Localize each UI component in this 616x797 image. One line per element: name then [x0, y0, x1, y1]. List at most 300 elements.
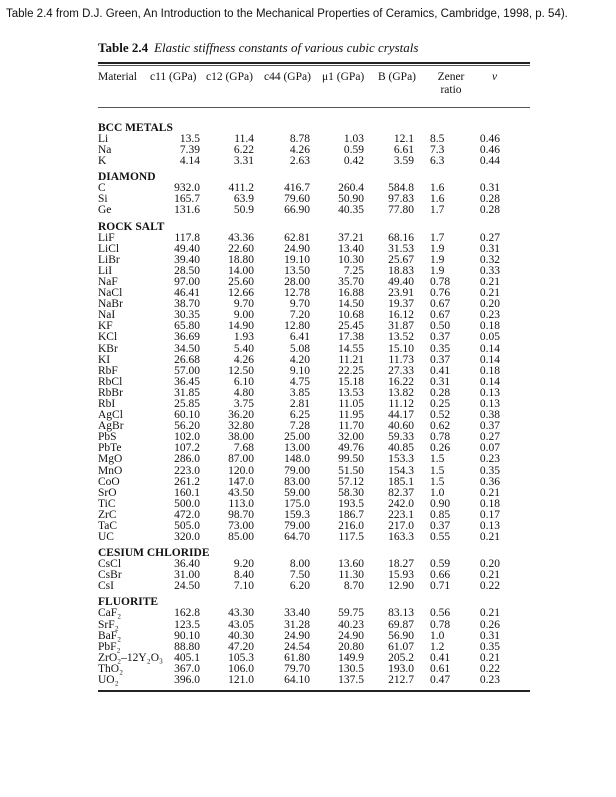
cell-c12: 4.80: [233, 386, 254, 399]
table-row: [98, 145, 530, 156]
cell-c44: 4.75: [289, 375, 310, 388]
cell-c12: 121.0: [228, 674, 254, 687]
table-row: [98, 608, 530, 619]
cell-material: MgO: [98, 453, 123, 466]
table-row: [98, 244, 530, 255]
cell-b: 12.90: [388, 580, 414, 593]
cell-mu1: 50.90: [338, 193, 364, 206]
section-heading: DIAMOND: [98, 171, 156, 184]
cell-zener: 0.37: [430, 331, 451, 344]
cell-b: 185.1: [388, 475, 414, 488]
table-row: [98, 388, 530, 399]
cell-c12: 3.75: [233, 397, 254, 410]
cell-c12: 22.60: [228, 242, 254, 255]
cell-nu: 0.14: [479, 353, 500, 366]
cell-material: KCl: [98, 331, 118, 344]
cell-b: 31.53: [388, 242, 414, 255]
cell-c12: 98.70: [228, 508, 254, 521]
cell-zener: 0.37: [430, 353, 451, 366]
header-c44: c44 (GPa): [264, 71, 311, 83]
table-row: [98, 488, 530, 499]
cell-b: 223.1: [388, 508, 414, 521]
cell-nu: 0.21: [479, 607, 500, 620]
cell-mu1: 24.90: [338, 629, 364, 642]
cell-c12: 11.4: [234, 133, 254, 145]
cell-zener: 1.9: [430, 242, 445, 255]
cell-c44: 13.00: [284, 442, 310, 455]
cell-c11: 505.0: [174, 520, 200, 532]
cell-b: 13.52: [388, 331, 414, 344]
table-title-text: Elastic stiffness constants of various cubic crystals: [154, 40, 419, 55]
cell-c11: 261.2: [174, 475, 200, 488]
cell-c12: 43.05: [228, 618, 254, 631]
cell-mu1: 15.18: [338, 375, 364, 388]
cell-c11: 396.0: [174, 674, 200, 687]
cell-nu: 0.13: [479, 397, 500, 410]
cell-mu1: 10.30: [338, 253, 364, 266]
cell-c44: 79.60: [284, 193, 310, 206]
cell-nu: 0.38: [479, 409, 500, 422]
cell-material: PbF₂: [98, 640, 121, 653]
cell-b: 61.07: [388, 640, 414, 653]
cell-c12: 18.80: [228, 253, 254, 266]
cell-c12: 8.40: [233, 569, 254, 582]
cell-c44: 6.25: [289, 409, 310, 422]
cell-c12: 6.22: [233, 144, 254, 157]
cell-c11: 102.0: [174, 431, 200, 444]
cell-c44: 8.00: [289, 558, 310, 571]
cell-material: C: [98, 182, 106, 195]
cell-zener: 6.3: [430, 155, 445, 168]
cell-c11: 90.10: [174, 629, 200, 642]
cell-zener: 1.0: [430, 486, 445, 499]
cell-mu1: 8.70: [343, 580, 364, 593]
cell-c12: 87.00: [228, 453, 254, 466]
table-row: [98, 477, 530, 488]
cell-c11: 88.80: [174, 640, 200, 653]
cell-mu1: 117.5: [338, 531, 364, 544]
cell-c12: 43.36: [228, 231, 254, 244]
cell-nu: 0.18: [479, 497, 500, 510]
cell-c12: 120.0: [228, 464, 254, 477]
header-rule: [98, 107, 530, 108]
table-row: [98, 421, 530, 432]
cell-material: ZrC: [98, 508, 117, 521]
cell-b: 154.3: [388, 464, 414, 477]
cell-zener: 1.9: [430, 253, 445, 266]
cell-mu1: 37.21: [338, 231, 364, 244]
cell-zener: 0.47: [430, 674, 451, 687]
cell-zener: 1.5: [430, 464, 445, 477]
cell-c44: 25.00: [284, 431, 310, 444]
cell-c11: 24.50: [174, 580, 200, 593]
cell-c11: 25.85: [174, 397, 200, 410]
cell-zener: 1.2: [430, 640, 445, 653]
cell-c44: 175.0: [284, 497, 310, 510]
cell-c44: 8.78: [289, 133, 310, 145]
table-row: [98, 233, 530, 244]
cell-c12: 63.9: [233, 193, 254, 206]
cell-zener: 0.76: [430, 287, 451, 300]
cell-c11: 107.2: [174, 442, 200, 455]
cell-mu1: 11.70: [338, 420, 364, 433]
cell-material: RbI: [98, 397, 116, 410]
cell-zener: 0.41: [430, 651, 451, 664]
cell-b: 18.83: [388, 264, 414, 277]
cell-mu1: 99.50: [338, 453, 364, 466]
table-row: [98, 205, 530, 216]
table-row: [98, 321, 530, 332]
cell-c11: 160.1: [174, 486, 200, 499]
cell-mu1: 13.53: [338, 386, 364, 399]
cell-c12: 147.0: [228, 475, 254, 488]
cell-b: 56.90: [388, 629, 414, 642]
cell-material: PbS: [98, 431, 117, 444]
cell-c44: 416.7: [284, 182, 310, 195]
cell-c11: 30.35: [174, 309, 200, 322]
table-row: [98, 344, 530, 355]
cell-b: 49.40: [388, 275, 414, 288]
table-row: [98, 466, 530, 477]
cell-c44: 12.78: [284, 287, 310, 300]
cell-nu: 0.21: [479, 486, 500, 499]
cell-material: CsBr: [98, 569, 122, 582]
table-row: [98, 570, 530, 581]
cell-c11: 60.10: [174, 409, 200, 422]
section-heading: FLUORITE: [98, 596, 159, 609]
cell-nu: 0.33: [479, 264, 500, 277]
cell-b: 59.33: [388, 431, 414, 444]
cell-nu: 0.26: [479, 618, 500, 631]
cell-nu: 0.27: [479, 231, 500, 244]
table-row: [98, 255, 530, 266]
cell-c44: 79.00: [284, 464, 310, 477]
cell-c11: 13.5: [179, 133, 200, 145]
cell-zener: 1.7: [430, 204, 445, 217]
cell-material: LiI: [98, 264, 113, 277]
cell-b: 25.67: [388, 253, 414, 266]
cell-c12: 38.00: [228, 431, 254, 444]
table-sheet: [98, 40, 530, 692]
cell-mu1: 59.75: [338, 607, 364, 620]
cell-nu: 0.22: [479, 580, 500, 593]
cell-c12: 36.20: [228, 409, 254, 422]
cell-zener: 7.3: [430, 144, 445, 157]
cell-c12: 4.26: [233, 353, 254, 366]
table-row: [98, 156, 530, 167]
cell-b: 153.3: [388, 453, 414, 466]
cell-c11: 31.85: [174, 386, 200, 399]
cell-c11: 405.1: [174, 651, 200, 664]
cell-mu1: 0.59: [343, 144, 364, 157]
cell-material: ThO₂: [98, 662, 124, 675]
cell-material: TaC: [98, 520, 117, 532]
cell-material: UC: [98, 531, 114, 544]
cell-c12: 9.20: [233, 558, 254, 571]
cell-zener: 0.66: [430, 569, 451, 582]
cell-c44: 12.80: [284, 320, 310, 333]
cell-c11: 57.00: [174, 364, 200, 377]
cell-mu1: 25.45: [338, 320, 364, 333]
cell-c12: 50.9: [233, 204, 254, 217]
cell-material: AgBr: [98, 420, 124, 433]
cell-b: 11.73: [388, 353, 414, 366]
cell-b: 19.37: [388, 298, 414, 311]
cell-c12: 32.80: [228, 420, 254, 433]
section-heading: ROCK SALT: [98, 220, 165, 233]
cell-mu1: 260.4: [338, 182, 364, 195]
cell-c11: 117.8: [174, 231, 200, 244]
cell-c44: 3.85: [289, 386, 310, 399]
cell-c11: 932.0: [174, 182, 200, 195]
cell-mu1: 130.5: [338, 662, 364, 675]
cell-material: CaF₂: [98, 607, 122, 620]
cell-zener: 0.37: [430, 520, 451, 532]
cell-mu1: 13.60: [338, 558, 364, 571]
cell-material: AgCl: [98, 409, 123, 422]
cell-c11: 65.80: [174, 320, 200, 333]
cell-c11: 36.40: [174, 558, 200, 571]
cell-mu1: 17.38: [338, 331, 364, 344]
cell-zener: 0.41: [430, 364, 451, 377]
cell-nu: 0.13: [479, 520, 500, 532]
table-title: [98, 40, 530, 56]
table-row: [98, 532, 530, 543]
cell-zener: 0.35: [430, 342, 451, 355]
cell-b: 217.0: [388, 520, 414, 532]
cell-c12: 6.10: [233, 375, 254, 388]
cell-c44: 2.63: [289, 155, 310, 168]
cell-c44: 6.41: [289, 331, 310, 344]
table-row: [98, 332, 530, 343]
cell-material: CsI: [98, 580, 114, 593]
table-row: [98, 664, 530, 675]
cell-c12: 14.90: [228, 320, 254, 333]
cell-c12: 43.30: [228, 607, 254, 620]
cell-mu1: 32.00: [338, 431, 364, 444]
cell-c44: 9.10: [289, 364, 310, 377]
cell-b: 242.0: [388, 497, 414, 510]
cell-mu1: 40.23: [338, 618, 364, 631]
cell-nu: 0.28: [479, 193, 500, 206]
cell-c11: 165.7: [174, 193, 200, 206]
cell-b: 13.82: [388, 386, 414, 399]
cell-c12: 14.00: [228, 264, 254, 277]
cell-c12: 9.00: [233, 309, 254, 322]
cell-b: 15.93: [388, 569, 414, 582]
cell-zener: 0.31: [430, 375, 451, 388]
cell-b: 16.12: [388, 309, 414, 322]
cell-c44: 64.70: [284, 531, 310, 544]
table-row: [98, 194, 530, 205]
cell-c12: 40.30: [228, 629, 254, 642]
table-row: [98, 288, 530, 299]
cell-nu: 0.31: [479, 182, 500, 195]
cell-material: LiBr: [98, 253, 120, 266]
cell-c12: 7.68: [233, 442, 254, 455]
cell-nu: 0.28: [479, 204, 500, 217]
cell-mu1: 20.80: [338, 640, 364, 653]
table-row: [98, 134, 530, 145]
table-row: [98, 277, 530, 288]
cell-c11: 38.70: [174, 298, 200, 311]
table-row: [98, 266, 530, 277]
top-rule: [98, 62, 530, 64]
cell-nu: 0.46: [479, 133, 500, 145]
cell-b: 11.12: [388, 397, 414, 410]
cell-c12: 12.50: [228, 364, 254, 377]
cell-nu: 0.31: [479, 242, 500, 255]
table-row: [98, 310, 530, 321]
cell-mu1: 13.40: [338, 242, 364, 255]
cell-c44: 24.90: [284, 629, 310, 642]
cell-b: 16.22: [388, 375, 414, 388]
cell-mu1: 40.35: [338, 204, 364, 217]
cell-zener: 0.59: [430, 558, 451, 571]
table-body: [98, 122, 530, 686]
cell-c12: 411.2: [228, 182, 254, 195]
cell-c11: 28.50: [174, 264, 200, 277]
cell-zener: 0.26: [430, 442, 451, 455]
figure-caption: Table 2.4 from D.J. Green, An Introduction to the Mechanical Properties of Ceramics, Cambridge, 1998, p. 54).: [6, 8, 568, 20]
cell-c11: 34.50: [174, 342, 200, 355]
cell-c11: 320.0: [174, 531, 200, 544]
cell-nu: 0.36: [479, 475, 500, 488]
cell-material: KBr: [98, 342, 118, 355]
table-row: [98, 521, 530, 532]
header-c12: c12 (GPa): [206, 71, 253, 83]
cell-zener: 0.55: [430, 531, 451, 544]
header-b: B (GPa): [378, 71, 417, 83]
cell-material: NaF: [98, 275, 118, 288]
cell-b: 212.7: [388, 674, 414, 687]
cell-nu: 0.23: [479, 453, 500, 466]
cell-nu: 0.21: [479, 569, 500, 582]
cell-zener: 0.25: [430, 397, 451, 410]
cell-b: 15.10: [388, 342, 414, 355]
cell-c44: 7.28: [289, 420, 310, 433]
cell-zener: 1.9: [430, 264, 445, 277]
table-row: [98, 559, 530, 570]
cell-c12: 5.40: [233, 342, 254, 355]
cell-c44: 5.08: [289, 342, 310, 355]
cell-c12: 43.50: [228, 486, 254, 499]
cell-c11: 123.5: [174, 618, 200, 631]
cell-c12: 7.10: [233, 580, 254, 593]
cell-c11: 31.00: [174, 569, 200, 582]
cell-c11: 4.14: [179, 155, 200, 168]
header-zener: Zener ratio: [437, 71, 465, 96]
cell-nu: 0.21: [479, 531, 500, 544]
cell-c11: 97.00: [174, 275, 200, 288]
cell-material: CsCl: [98, 558, 122, 571]
cell-c44: 19.10: [284, 253, 310, 266]
cell-mu1: 193.5: [338, 497, 364, 510]
cell-b: 27.33: [388, 364, 414, 377]
cell-nu: 0.22: [479, 662, 500, 675]
cell-mu1: 186.7: [338, 508, 364, 521]
cell-material: RbF: [98, 364, 118, 377]
cell-b: 82.37: [388, 486, 414, 499]
cell-nu: 0.21: [479, 287, 500, 300]
cell-b: 31.87: [388, 320, 414, 333]
cell-nu: 0.05: [479, 331, 500, 344]
cell-material: NaBr: [98, 298, 123, 311]
table-row: [98, 443, 530, 454]
cell-zener: 0.78: [430, 431, 451, 444]
cell-b: 83.13: [388, 607, 414, 620]
cell-c44: 159.3: [284, 508, 310, 521]
cell-zener: 0.85: [430, 508, 451, 521]
cell-zener: 0.67: [430, 298, 451, 311]
header-mu1: μ1 (GPa): [322, 71, 365, 83]
cell-nu: 0.18: [479, 320, 500, 333]
cell-zener: 0.71: [430, 580, 451, 593]
cell-c11: 36.69: [174, 331, 200, 344]
cell-material: Na: [98, 144, 112, 157]
cell-zener: 0.62: [430, 420, 451, 433]
cell-nu: 0.20: [479, 558, 500, 571]
cell-b: 40.60: [388, 420, 414, 433]
cell-nu: 0.23: [479, 674, 500, 687]
cell-mu1: 14.55: [338, 342, 364, 355]
cell-mu1: 0.42: [343, 155, 364, 168]
cell-material: CoO: [98, 475, 120, 488]
cell-nu: 0.37: [479, 420, 500, 433]
cell-material: KI: [98, 353, 111, 366]
table-row: [98, 581, 530, 592]
cell-material: NaCl: [98, 287, 123, 300]
header-c11: c11 (GPa): [150, 71, 197, 83]
cell-zener: 0.78: [430, 275, 451, 288]
cell-mu1: 57.12: [338, 475, 364, 488]
cell-zener: 1.6: [430, 182, 445, 195]
header-nu: ν: [492, 71, 498, 83]
cell-zener: 8.5: [430, 133, 445, 145]
cell-mu1: 137.5: [338, 674, 364, 687]
cell-c44: 7.20: [289, 309, 310, 322]
cell-material: LiCl: [98, 242, 120, 255]
cell-c44: 28.00: [284, 275, 310, 288]
cell-b: 44.17: [388, 409, 414, 422]
cell-zener: 0.78: [430, 618, 451, 631]
cell-mu1: 149.9: [338, 651, 364, 664]
cell-c12: 85.00: [228, 531, 254, 544]
cell-zener: 0.90: [430, 497, 451, 510]
cell-b: 163.3: [388, 531, 414, 544]
cell-material: K: [98, 155, 107, 168]
cell-c11: 223.0: [174, 464, 200, 477]
cell-c44: 31.28: [284, 618, 310, 631]
cell-c11: 472.0: [174, 508, 200, 521]
cell-c12: 47.20: [228, 640, 254, 653]
cell-material: Si: [98, 193, 108, 206]
cell-mu1: 1.03: [343, 133, 364, 145]
cell-c11: 36.45: [174, 375, 200, 388]
cell-zener: 0.52: [430, 409, 451, 422]
cell-c11: 46.41: [174, 287, 200, 300]
cell-c44: 66.90: [284, 204, 310, 217]
cell-nu: 0.17: [479, 508, 500, 521]
section-heading: BCC METALS: [98, 122, 173, 134]
table-row: [98, 620, 530, 631]
cell-mu1: 11.21: [338, 353, 364, 366]
cell-c44: 79.00: [284, 520, 310, 532]
cell-c44: 4.20: [289, 353, 310, 366]
cell-c44: 61.80: [284, 651, 310, 664]
cell-mu1: 11.30: [338, 569, 364, 582]
cell-mu1: 11.95: [338, 409, 364, 422]
